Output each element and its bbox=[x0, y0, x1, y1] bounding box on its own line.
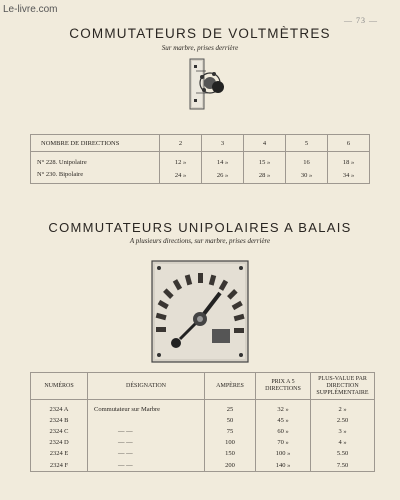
price-cell: 45 » bbox=[256, 415, 311, 426]
col-header: 4 bbox=[244, 135, 286, 152]
section1-subtitle: Sur marbre, prises derrière bbox=[161, 44, 239, 52]
price-cell: 14 » bbox=[202, 152, 244, 169]
desc-cell: — — bbox=[88, 448, 205, 459]
amp-cell: 200 bbox=[205, 459, 256, 472]
section2-subtitle: A plusieurs directions, sur marbre, prises derrière bbox=[129, 237, 271, 245]
section1-title: COMMUTATEURS DE VOLTMÈTRES bbox=[69, 26, 331, 41]
num-cell: 2324 B bbox=[31, 415, 88, 426]
desc-cell: — — bbox=[88, 437, 205, 448]
price-cell: 34 » bbox=[328, 168, 370, 184]
plus-cell: 2.50 bbox=[311, 415, 375, 426]
price-cell: 30 » bbox=[286, 168, 328, 184]
page-number: — 73 — bbox=[344, 16, 378, 25]
table-row bbox=[31, 437, 375, 448]
price-cell: 100 » bbox=[256, 448, 311, 459]
plus-cell: 3 » bbox=[311, 426, 375, 437]
num-cell: 2324 F bbox=[31, 459, 88, 472]
price-cell: 15 » bbox=[244, 152, 286, 169]
col-header: PLUS-VALUE PAR DIRECTION SUPPLÉMENTAIRE bbox=[311, 373, 375, 400]
desc-cell bbox=[88, 415, 205, 426]
amp-cell: 100 bbox=[205, 437, 256, 448]
price-cell: 28 » bbox=[244, 168, 286, 184]
col-header: NUMÉROS bbox=[31, 373, 88, 400]
col-header: AMPÈRES bbox=[205, 373, 256, 400]
watermark: Le-livre.com bbox=[3, 4, 58, 15]
price-cell: 24 » bbox=[160, 168, 202, 184]
price-cell: 18 » bbox=[328, 152, 370, 169]
desc-cell: Commutateur sur Marbre bbox=[88, 400, 205, 416]
row-label: N° 230. Bipolaire bbox=[31, 168, 160, 184]
brush-switch-image bbox=[150, 259, 250, 364]
price-cell: 70 » bbox=[256, 437, 311, 448]
plus-cell: 4 » bbox=[311, 437, 375, 448]
table-row bbox=[31, 459, 375, 472]
col-header: 5 bbox=[286, 135, 328, 152]
num-cell: 2324 D bbox=[31, 437, 88, 448]
amp-cell: 25 bbox=[205, 400, 256, 416]
table-row bbox=[31, 152, 370, 169]
num-cell: 2324 E bbox=[31, 448, 88, 459]
amp-cell: 150 bbox=[205, 448, 256, 459]
table-row bbox=[31, 415, 375, 426]
col-header: PRIX A 5 DIRECTIONS bbox=[256, 373, 311, 400]
price-cell: 140 » bbox=[256, 459, 311, 472]
num-cell: 2324 A bbox=[31, 400, 88, 416]
num-cell: 2324 C bbox=[31, 426, 88, 437]
table-row bbox=[31, 426, 375, 437]
price-cell: 16 bbox=[286, 152, 328, 169]
price-cell: 60 » bbox=[256, 426, 311, 437]
table-row bbox=[31, 168, 370, 184]
col-header: 3 bbox=[202, 135, 244, 152]
voltmeter-switch-image bbox=[186, 57, 228, 111]
amp-cell: 75 bbox=[205, 426, 256, 437]
voltmeter-price-table bbox=[30, 134, 370, 184]
amp-cell: 50 bbox=[205, 415, 256, 426]
desc-cell: — — bbox=[88, 459, 205, 472]
table-row bbox=[31, 400, 375, 416]
brush-switch-price-table bbox=[30, 372, 375, 472]
plus-cell: 5.50 bbox=[311, 448, 375, 459]
price-cell: 32 » bbox=[256, 400, 311, 416]
plus-cell: 7.50 bbox=[311, 459, 375, 472]
section2-title: COMMUTATEURS UNIPOLAIRES A BALAIS bbox=[48, 220, 352, 235]
directions-header: NOMBRE DE DIRECTIONS bbox=[31, 135, 160, 152]
table-row bbox=[31, 448, 375, 459]
desc-cell: — — bbox=[88, 426, 205, 437]
col-header: 6 bbox=[328, 135, 370, 152]
row-label: N° 228. Unipolaire bbox=[31, 152, 160, 169]
price-cell: 12 » bbox=[160, 152, 202, 169]
price-cell: 26 » bbox=[202, 168, 244, 184]
plus-cell: 2 » bbox=[311, 400, 375, 416]
col-header: DÉSIGNATION bbox=[88, 373, 205, 400]
col-header: 2 bbox=[160, 135, 202, 152]
